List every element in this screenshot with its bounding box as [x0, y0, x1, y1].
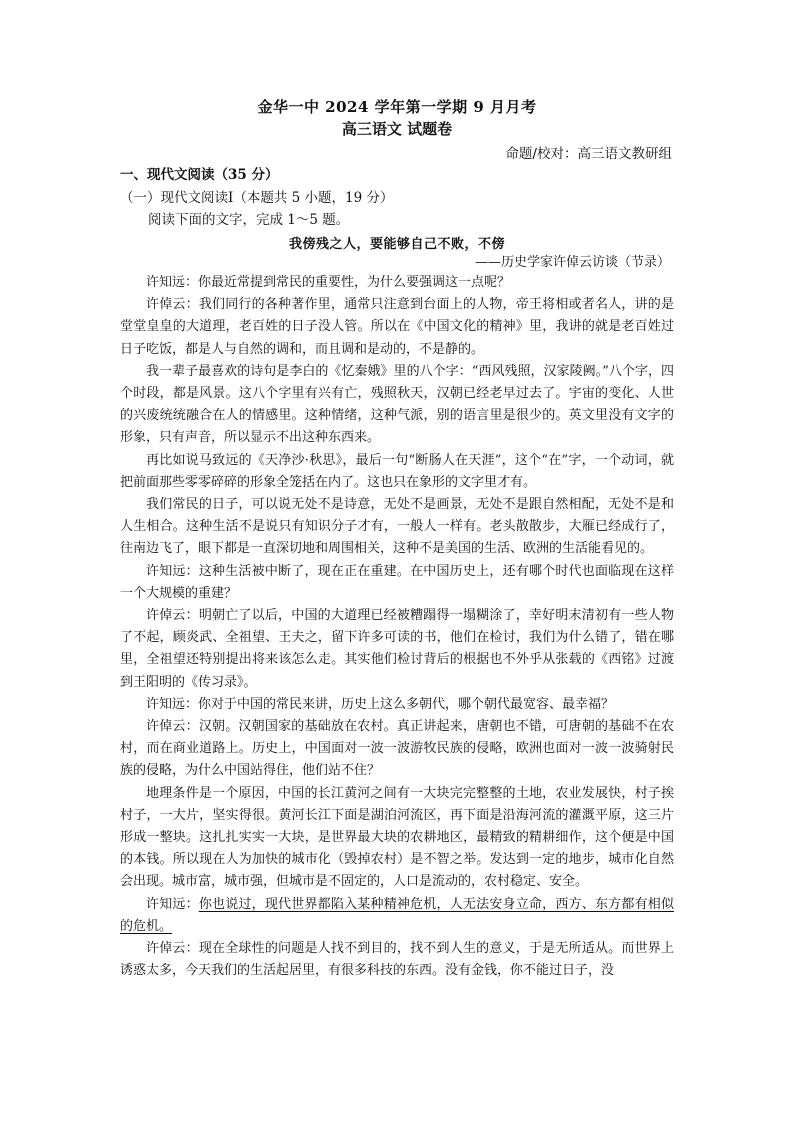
- speaker-label: 许知远：: [146, 896, 199, 912]
- article-source: ——历史学家许倬云访谈（节录）: [474, 255, 670, 270]
- exam-subtitle: 高三语文 试题卷: [341, 120, 453, 138]
- article-title: 我傍残之人，要能够自己不败，不傍: [288, 237, 505, 252]
- exam-credit: 命题/校对：高三语文教研组: [505, 146, 672, 162]
- article-paragraph: 我们常民的日子，可以说无处不是诗意，无处不是画景，无处不是跟自然相配，无处不是和人生相合。这种生活不是说只有知识分子才有，一般人一样有。老头散散步，大雁已经成行了，往南边飞了，眼下都是一直深切地和周围相关，这种不是美国的生活、欧洲的生活能看见的。: [120, 497, 674, 557]
- article-body: [120, 272, 674, 983]
- article-paragraph: 我一辈子最喜欢的诗句是李白的《忆秦娥》里的八个字：“西风残照，汉家陵阙。”八个字，四个时段，都是风景。这八个字里有兴有亡，残照秋天，汉朝已经老早过去了。宇宙的变化、人世的兴废统统融合在人的情感里。这种情绪，这种气派，别的语言里是很少的。英文里没有文字的形象，只有声音，所以显示不出这种东西来。: [120, 363, 674, 446]
- article-paragraph: 再比如说马致远的《天净沙·秋思》，最后一句“断肠人在天涯”，这个“在”字，一个动词，就把前面那些零零碎碎的形象全笼括在内了。这也只在象形的文字里才有。: [120, 452, 674, 490]
- reading-instruction: 阅读下面的文字，完成 1～5 题。: [148, 212, 350, 228]
- underlined-sentence: 你也说过，现代世界都陷入某种精神危机，人无法安身立命，西方、东方都有相似的危机。: [120, 896, 674, 934]
- article-paragraph: 许倬云：汉朝。汉朝国家的基础放在农村。真正讲起来，唐朝也不错，可唐朝的基础不在农村，而在商业道路上。历史上，中国面对一波一波游牧民族的侵略，欧洲也面对一波一波骑射民族的侵略，为什么中国站得住，他们站不住？: [120, 719, 674, 779]
- article-paragraph: 许倬云：明朝亡了以后，中国的大道理已经被糟蹋得一塌糊涂了，幸好明末清初有一些人物了不起，顾炎武、全祖望、王夫之，留下许多可读的书，他们在检讨，我们为什么错了，错在哪里，全祖望还特别提出将来该怎么走。其实他们检讨背后的根据也不外乎从张载的《西铭》过渡到王阳明的《传习录》。: [120, 608, 674, 690]
- exam-title: 金华一中 2024 学年第一学期 9 月月考: [257, 98, 537, 116]
- article-paragraph: 许知远：这种生活被中断了，现在正在重建。在中国历史上，还有哪个时代也面临现在这样一个大规模的重建？: [120, 563, 674, 601]
- article-paragraph: 地理条件是一个原因，中国的长江黄河之间有一大块完完整整的土地，农业发展快，村子挨村子，一大片，坚实得很。黄河长江下面是湖泊河流区，再下面是沿海河流的灌溉平原，这三片形成一整块。这扎扎实实一大块，是世界最大块的农耕地区，最精致的精耕细作，这个便是中国的本钱。所以现在人为加快的城市化（毁掉农村）是不智之举。发达到一定的地步，城市化自然会出现。城市富，城市强，但城市是不固定的，人口是流动的，农村稳定、安全。: [120, 785, 674, 890]
- article-paragraph-underlined: [120, 894, 674, 938]
- section-heading: 一、现代文阅读（35 分）: [120, 167, 279, 183]
- article-paragraph: 许知远：你对于中国的常民来讲，历史上这么多朝代，哪个朝代最宽容、最幸福？: [146, 696, 615, 712]
- sub-section-heading: （一）现代文阅读Ⅰ（本题共 5 小题，19 分）: [120, 190, 394, 206]
- article-paragraph: 许倬云：现在全球性的问题是人找不到目的，找不到人生的意义，于是无所适从。而世界上诱惑太多，今天我们的生活起居里，有很多科技的东西。没有金钱，你不能过日子，没: [120, 941, 674, 979]
- article-paragraph: 许倬云：我们同行的各种著作里，通常只注意到台面上的人物，帝王将相或者名人，讲的是堂堂皇皇的大道理，老百姓的日子没人管。所以在《中国文化的精神》里，我讲的就是老百姓过日子吃饭，都是人与自然的调和，而且调和是动的，不是静的。: [120, 297, 674, 357]
- article-paragraph: 许知远：你最近常提到常民的重要性，为什么要强调这一点呢？: [146, 275, 511, 290]
